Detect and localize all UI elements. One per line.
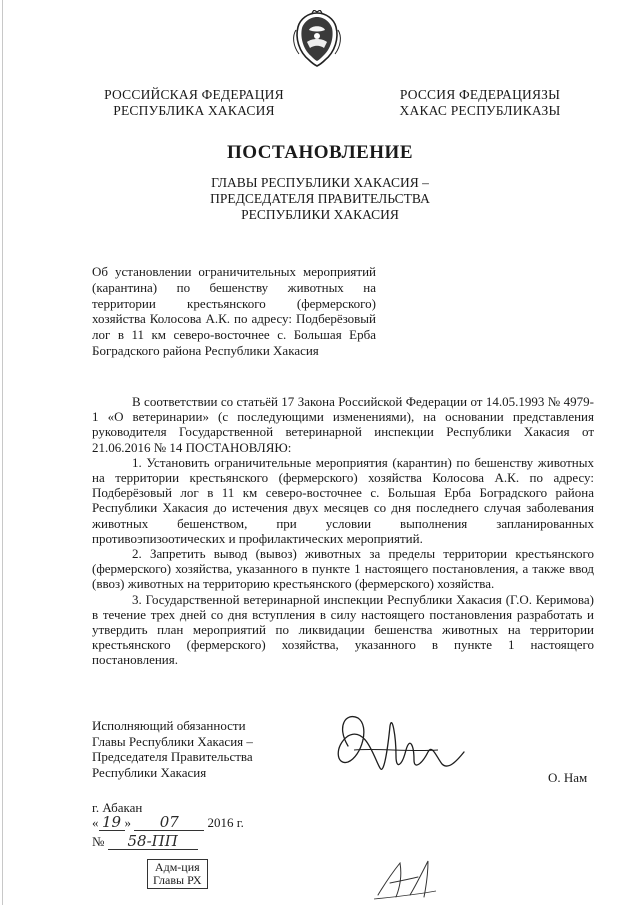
- number-value: 58-ПП: [108, 834, 198, 850]
- date-open-quote: «: [92, 815, 99, 830]
- header-right-line-2: ХАКАС РЕСПУБЛИКАЗЫ: [399, 103, 561, 118]
- document-number: [92, 834, 198, 852]
- registration-stamp: [147, 859, 208, 889]
- body-item-3: 3. Государственной ветеринарной инспекции Республики Хакасия (Г.О. Керимова) в течение трех дней со дня вступления в силу настоящего постановления разработать и утвердить план мероприятий по ликвидации бешенства животных на территории крестьянского (фермерского) хозяйства, указанного в пункте 1 настоящего постановления.: [92, 591, 594, 668]
- header-left: [84, 87, 304, 119]
- scan-edge: [2, 0, 3, 905]
- body-item-1: 1. Установить ограничительные мероприятия (карантин) по бешенству животных на территории крестьянского (фермерского) хозяйства Колосова А.К. по адресу: Подберёзовый лог в 11 км северо-восточнее с. Большая Ерба Боградского района Республики Хакасия до истечения двух месяцев со дня последнего случая заболевания животных бешенством, при условии выполнения запланированных противоэпизоотических и профилактических мероприятий.: [92, 454, 594, 546]
- document-body: [92, 394, 594, 668]
- body-item-2: 2. Запретить вывод (вывоз) животных за пределы территории крестьянского (фермерского) хозяйства, указанного в пункте 1 настоящего постановления, а также ввод (ввоз) животных на территорию крестьянского (фермерского) хозяйства.: [92, 546, 594, 592]
- date-close-quote: »: [124, 815, 131, 830]
- subtitle-line-3: РЕСПУБЛИКИ ХАКАСИЯ: [241, 207, 399, 222]
- date-month: 07: [134, 815, 204, 831]
- date-year: 2016 г.: [207, 815, 244, 830]
- signatory-line-1: Исполняющий обязанности: [92, 718, 246, 733]
- handwritten-initials: [370, 855, 440, 901]
- header-right-line-1: РОССИЯ ФЕДЕРАЦИЯЗЫ: [399, 87, 561, 102]
- signatory-line-2: Главы Республики Хакасия –: [92, 733, 253, 749]
- document-date: [92, 815, 292, 833]
- date-day: 19: [99, 815, 125, 831]
- number-label: №: [92, 834, 105, 849]
- header-left-line-1: РОССИЙСКАЯ ФЕДЕРАЦИЯ: [104, 87, 284, 102]
- subtitle-line-2: ПРЕДСЕДАТЕЛЯ ПРАВИТЕЛЬСТВА: [210, 191, 430, 206]
- document-subject: Об установлении ограничительных мероприятий (карантина) по бешенству животных на территории крестьянского (фермерского) хозяйства Колосова А.К. по адресу: Подберёзовый лог в 11 км северо-восточнее с. Большая Ерба Боградского района Республики Хакасия: [92, 264, 376, 358]
- signatory-line-3: Председателя Правительства: [92, 749, 253, 765]
- stamp-line-2: Главы РХ: [153, 873, 202, 887]
- signatory-title: [92, 718, 292, 780]
- stamp-line-1: Адм-ция: [154, 860, 200, 874]
- signatory-line-4: Республики Хакасия: [92, 764, 207, 780]
- subtitle-line-1: ГЛАВЫ РЕСПУБЛИКИ ХАКАСИЯ –: [211, 175, 429, 190]
- header-left-line-2: РЕСПУБЛИКА ХАКАСИЯ: [113, 103, 275, 118]
- handwritten-signature: [318, 706, 468, 786]
- body-preamble: В соответствии со статьёй 17 Закона Российской Федерации от 14.05.1993 № 4979-1 «О ветеринарии» (с последующими изменениями), на основании представления руководителя Государственной ветеринарной инспекции Республики Хакасия от 21.06.2016 № 14 ПОСТАНОВЛЯЮ:: [92, 394, 594, 455]
- document-title: ПОСТАНОВЛЕНИЕ: [226, 142, 414, 163]
- header-right: [380, 87, 580, 119]
- signatory-name: О. Нам: [548, 770, 588, 785]
- document-subtitle: [180, 175, 460, 223]
- coat-of-arms-icon: [290, 10, 344, 68]
- document-place: г. Абакан: [92, 800, 143, 815]
